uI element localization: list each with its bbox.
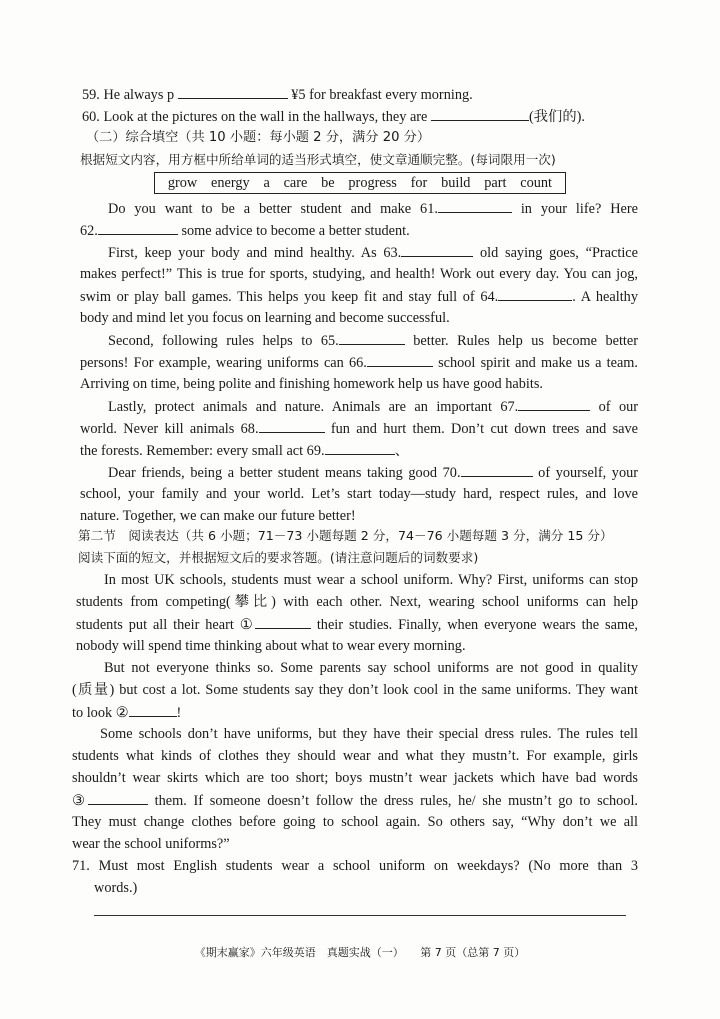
answer-blank-60[interactable]	[431, 106, 529, 121]
passage-text: fun and hurt them. Don’t cut down trees and save	[324, 421, 638, 437]
passage1-line	[80, 220, 410, 241]
passage-text: swim or play ball games. This helps you keep fit and stay full of 64.	[80, 289, 499, 305]
passage2-line	[76, 614, 638, 635]
word-box-item: a	[263, 174, 270, 191]
q60-text: 60. Look at the pictures on the wall in the hallways, they are	[82, 109, 431, 125]
word-box-item: for	[410, 174, 428, 191]
passage2-line: wear the school uniforms?”	[72, 836, 230, 852]
passage1-line: school, your family and your world. Let’s start today—study hard, respect rules, and love	[80, 486, 638, 502]
passage-text: in your life? Here	[511, 201, 638, 217]
word-box-item: build	[441, 174, 471, 191]
passage-text: . A healthy	[572, 289, 638, 305]
passage-text: better. Rules help us become better	[404, 333, 639, 349]
passage2-line: But not everyone thinks so. Some parents say school uniforms are not good in quality	[104, 660, 638, 676]
passage-text: students put all their heart ①	[76, 617, 255, 633]
question-59	[82, 84, 473, 105]
question-60	[82, 106, 585, 127]
word-box	[154, 172, 566, 194]
passage1-line: Arriving on time, being polite and finishing homework help us have good habits.	[80, 376, 543, 392]
passage-text: old saying goes, “Practice	[473, 245, 639, 261]
passage-text: of yourself, your	[532, 465, 638, 481]
answer-blank-1[interactable]	[255, 614, 311, 629]
answer-blank-62[interactable]	[98, 220, 178, 235]
q60-text-end: (我们的).	[528, 109, 585, 125]
word-box-item: grow	[167, 174, 198, 191]
passage1-line	[108, 242, 638, 263]
passage-text: the forests. Remember: every small act 69.	[80, 443, 325, 459]
passage-text: 62.	[80, 223, 98, 239]
passage2-line	[72, 790, 638, 811]
word-box-item: count	[520, 174, 552, 191]
passage-text: them. If someone doesn’t follow the dress rules, he/ she mustn’t go to school.	[147, 793, 638, 809]
passage-text: ③	[72, 793, 88, 809]
passage-text: Do you want to be a better student and make 61.	[108, 201, 438, 217]
passage2-line	[72, 702, 181, 723]
answer-blank-61[interactable]	[438, 198, 512, 213]
passage2-line: shouldn’t wear skirts which are too short; boys mustn’t wear jackets which have bad words	[72, 770, 638, 786]
passage1-line	[108, 462, 638, 483]
passage2-line: They must change clothes before going to school again. So others say, “Why don’t we all	[72, 814, 638, 830]
word-box-item: care	[283, 174, 308, 191]
passage-text: Dear friends, being a better student means taking good 70.	[108, 465, 461, 481]
question-71: 71. Must most English students wear a school uniform on weekdays? (No more than 3	[72, 858, 638, 874]
passage2-line: nobody will spend time thinking about what to wear every morning.	[76, 638, 466, 654]
passage1-line	[108, 330, 638, 351]
answer-blank-3[interactable]	[88, 790, 148, 805]
answer-blank-67[interactable]	[518, 396, 590, 411]
answer-blank-59[interactable]	[178, 84, 288, 99]
passage1-line	[108, 198, 638, 219]
passage2-line: In most UK schools, students must wear a school uniform. Why? First, uniforms can stop	[104, 572, 638, 588]
q59-text-end: ¥5 for breakfast every morning.	[287, 87, 473, 103]
passage1-line: body and mind let you focus on learning and become successful.	[80, 310, 450, 326]
passage-text: some advice to become a better student.	[177, 223, 410, 239]
passage-text: their studies. Finally, when everyone wears the same,	[310, 617, 638, 633]
passage-text: Second, following rules helps to 65.	[108, 333, 339, 349]
answer-blank-66[interactable]	[367, 352, 433, 367]
passage-text: 、	[394, 443, 409, 459]
section-b-title: 第二节 阅读表达（共 6 小题；71－73 小题每题 2 分，74－76 小题每题 3 分，满分 15 分）	[78, 528, 613, 543]
answer-blank-68[interactable]	[259, 418, 325, 433]
passage-text: school spirit and make us a team.	[432, 355, 638, 371]
passage-text: world. Never kill animals 68.	[80, 421, 259, 437]
passage1-line: makes perfect!” This is true for sports, studying, and health! Work out every day. You can jog,	[80, 266, 638, 282]
passage1-line: nature. Together, we can make our future better!	[80, 508, 356, 524]
passage-text: Lastly, protect animals and nature. Animals are an important 67.	[108, 399, 519, 415]
passage2-line: students what kinds of clothes they should wear and what they mustn’t. For example, girls	[72, 748, 638, 764]
passage2-line: (质量) but cost a lot. Some students say they don’t look cool in the same uniforms. They want	[72, 682, 638, 698]
passage2-line: students from competing(攀比) with each other. Next, wearing school uniforms can help	[76, 594, 638, 610]
passage1-line	[80, 440, 409, 461]
answer-blank-70[interactable]	[461, 462, 533, 477]
answer-blank-64[interactable]	[498, 286, 572, 301]
word-box-item: part	[484, 174, 507, 191]
section-b-instructions: 阅读下面的短文，并根据短文后的要求答题。(请注意问题后的词数要求)	[78, 550, 479, 565]
word-box-item: be	[321, 174, 335, 191]
passage2-line: Some schools don’t have uniforms, but they have their special dress rules. The rules tell	[100, 726, 638, 742]
passage-text: !	[176, 705, 182, 721]
answer-blank-63[interactable]	[401, 242, 473, 257]
passage-text: of our	[590, 399, 638, 415]
answer-blank-2[interactable]	[129, 702, 177, 717]
passage1-line	[80, 418, 638, 439]
section-2-title: （二）综合填空（共 10 小题：每小题 2 分，满分 20 分）	[86, 130, 431, 145]
answer-blank-65[interactable]	[339, 330, 405, 345]
word-box-item: progress	[348, 174, 397, 191]
passage-text: persons! For example, wearing uniforms can 66.	[80, 355, 367, 371]
passage1-line	[80, 352, 638, 373]
passage-text: First, keep your body and mind healthy. As 63.	[108, 245, 402, 261]
passage1-line	[108, 396, 638, 417]
passage-text: to look ②	[72, 705, 129, 721]
page-footer: 《期末赢家》六年级英语 真题实战（一） 第 7 页（总第 7 页）	[194, 946, 526, 959]
section-2-instructions: 根据短文内容，用方框中所给单词的适当形式填空，使文章通顺完整。(每词限用一次)	[80, 152, 556, 167]
word-box-item: energy	[211, 174, 250, 191]
q59-text: 59. He always p	[82, 87, 178, 103]
answer-line-71[interactable]	[94, 915, 626, 916]
answer-blank-69[interactable]	[325, 440, 395, 455]
question-71-cont: words.)	[94, 880, 138, 896]
passage1-line	[80, 286, 638, 307]
